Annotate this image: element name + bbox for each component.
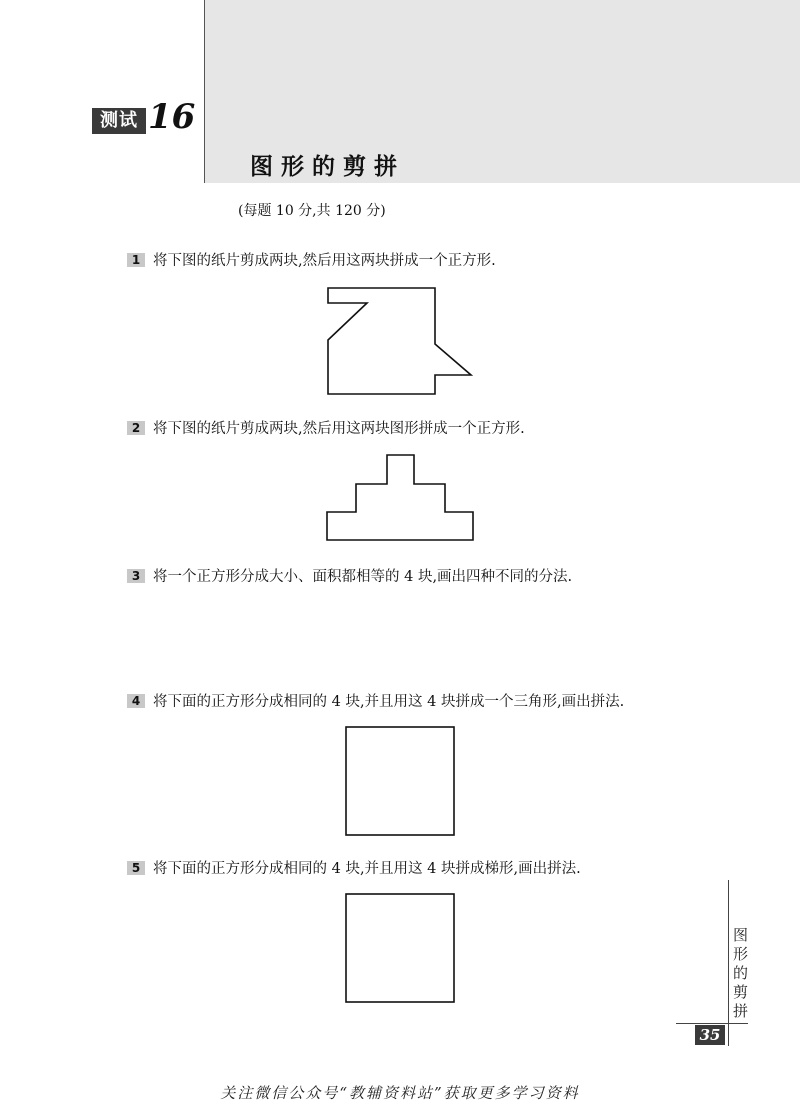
question-2-figure <box>325 453 477 543</box>
question-4 <box>127 690 624 711</box>
question-number: 1 <box>127 253 145 267</box>
question-5-square <box>345 893 457 1005</box>
page-number: 35 <box>695 1025 725 1045</box>
question-text: 将下图的纸片剪成两块,然后用这两块拼成一个正方形. <box>153 253 496 269</box>
score-note: (每题 10 分,共 120 分) <box>238 203 386 219</box>
question-text: 将下图的纸片剪成两块,然后用这两块图形拼成一个正方形. <box>153 421 525 437</box>
question-number: 4 <box>127 694 145 708</box>
sidebar-divider <box>728 880 729 1046</box>
question-number: 5 <box>127 861 145 875</box>
test-number: 16 <box>148 97 196 137</box>
question-4-square <box>345 726 457 838</box>
question-text: 将下面的正方形分成相同的 4 块,并且用这 4 块拼成梯形,画出拼法. <box>153 861 581 877</box>
question-text: 将下面的正方形分成相同的 4 块,并且用这 4 块拼成一个三角形,画出拼法. <box>153 694 625 710</box>
sidebar-chapter-label: 图形的剪拼 <box>733 926 749 1020</box>
question-number: 2 <box>127 421 145 435</box>
page-number-rule <box>676 1023 748 1024</box>
header-divider <box>204 0 205 183</box>
test-badge <box>92 97 204 137</box>
page-title: 图形的剪拼 <box>250 154 405 180</box>
question-3 <box>127 565 572 586</box>
test-label: 测试 <box>92 108 146 134</box>
question-number: 3 <box>127 569 145 583</box>
question-5 <box>127 857 581 878</box>
question-1-figure <box>325 286 475 396</box>
footer-note: 关注微信公众号“教辅资料站”获取更多学习资料 <box>220 1084 580 1102</box>
question-1 <box>127 249 496 270</box>
question-text: 将一个正方形分成大小、面积都相等的 4 块,画出四种不同的分法. <box>153 569 573 585</box>
question-2 <box>127 417 525 438</box>
